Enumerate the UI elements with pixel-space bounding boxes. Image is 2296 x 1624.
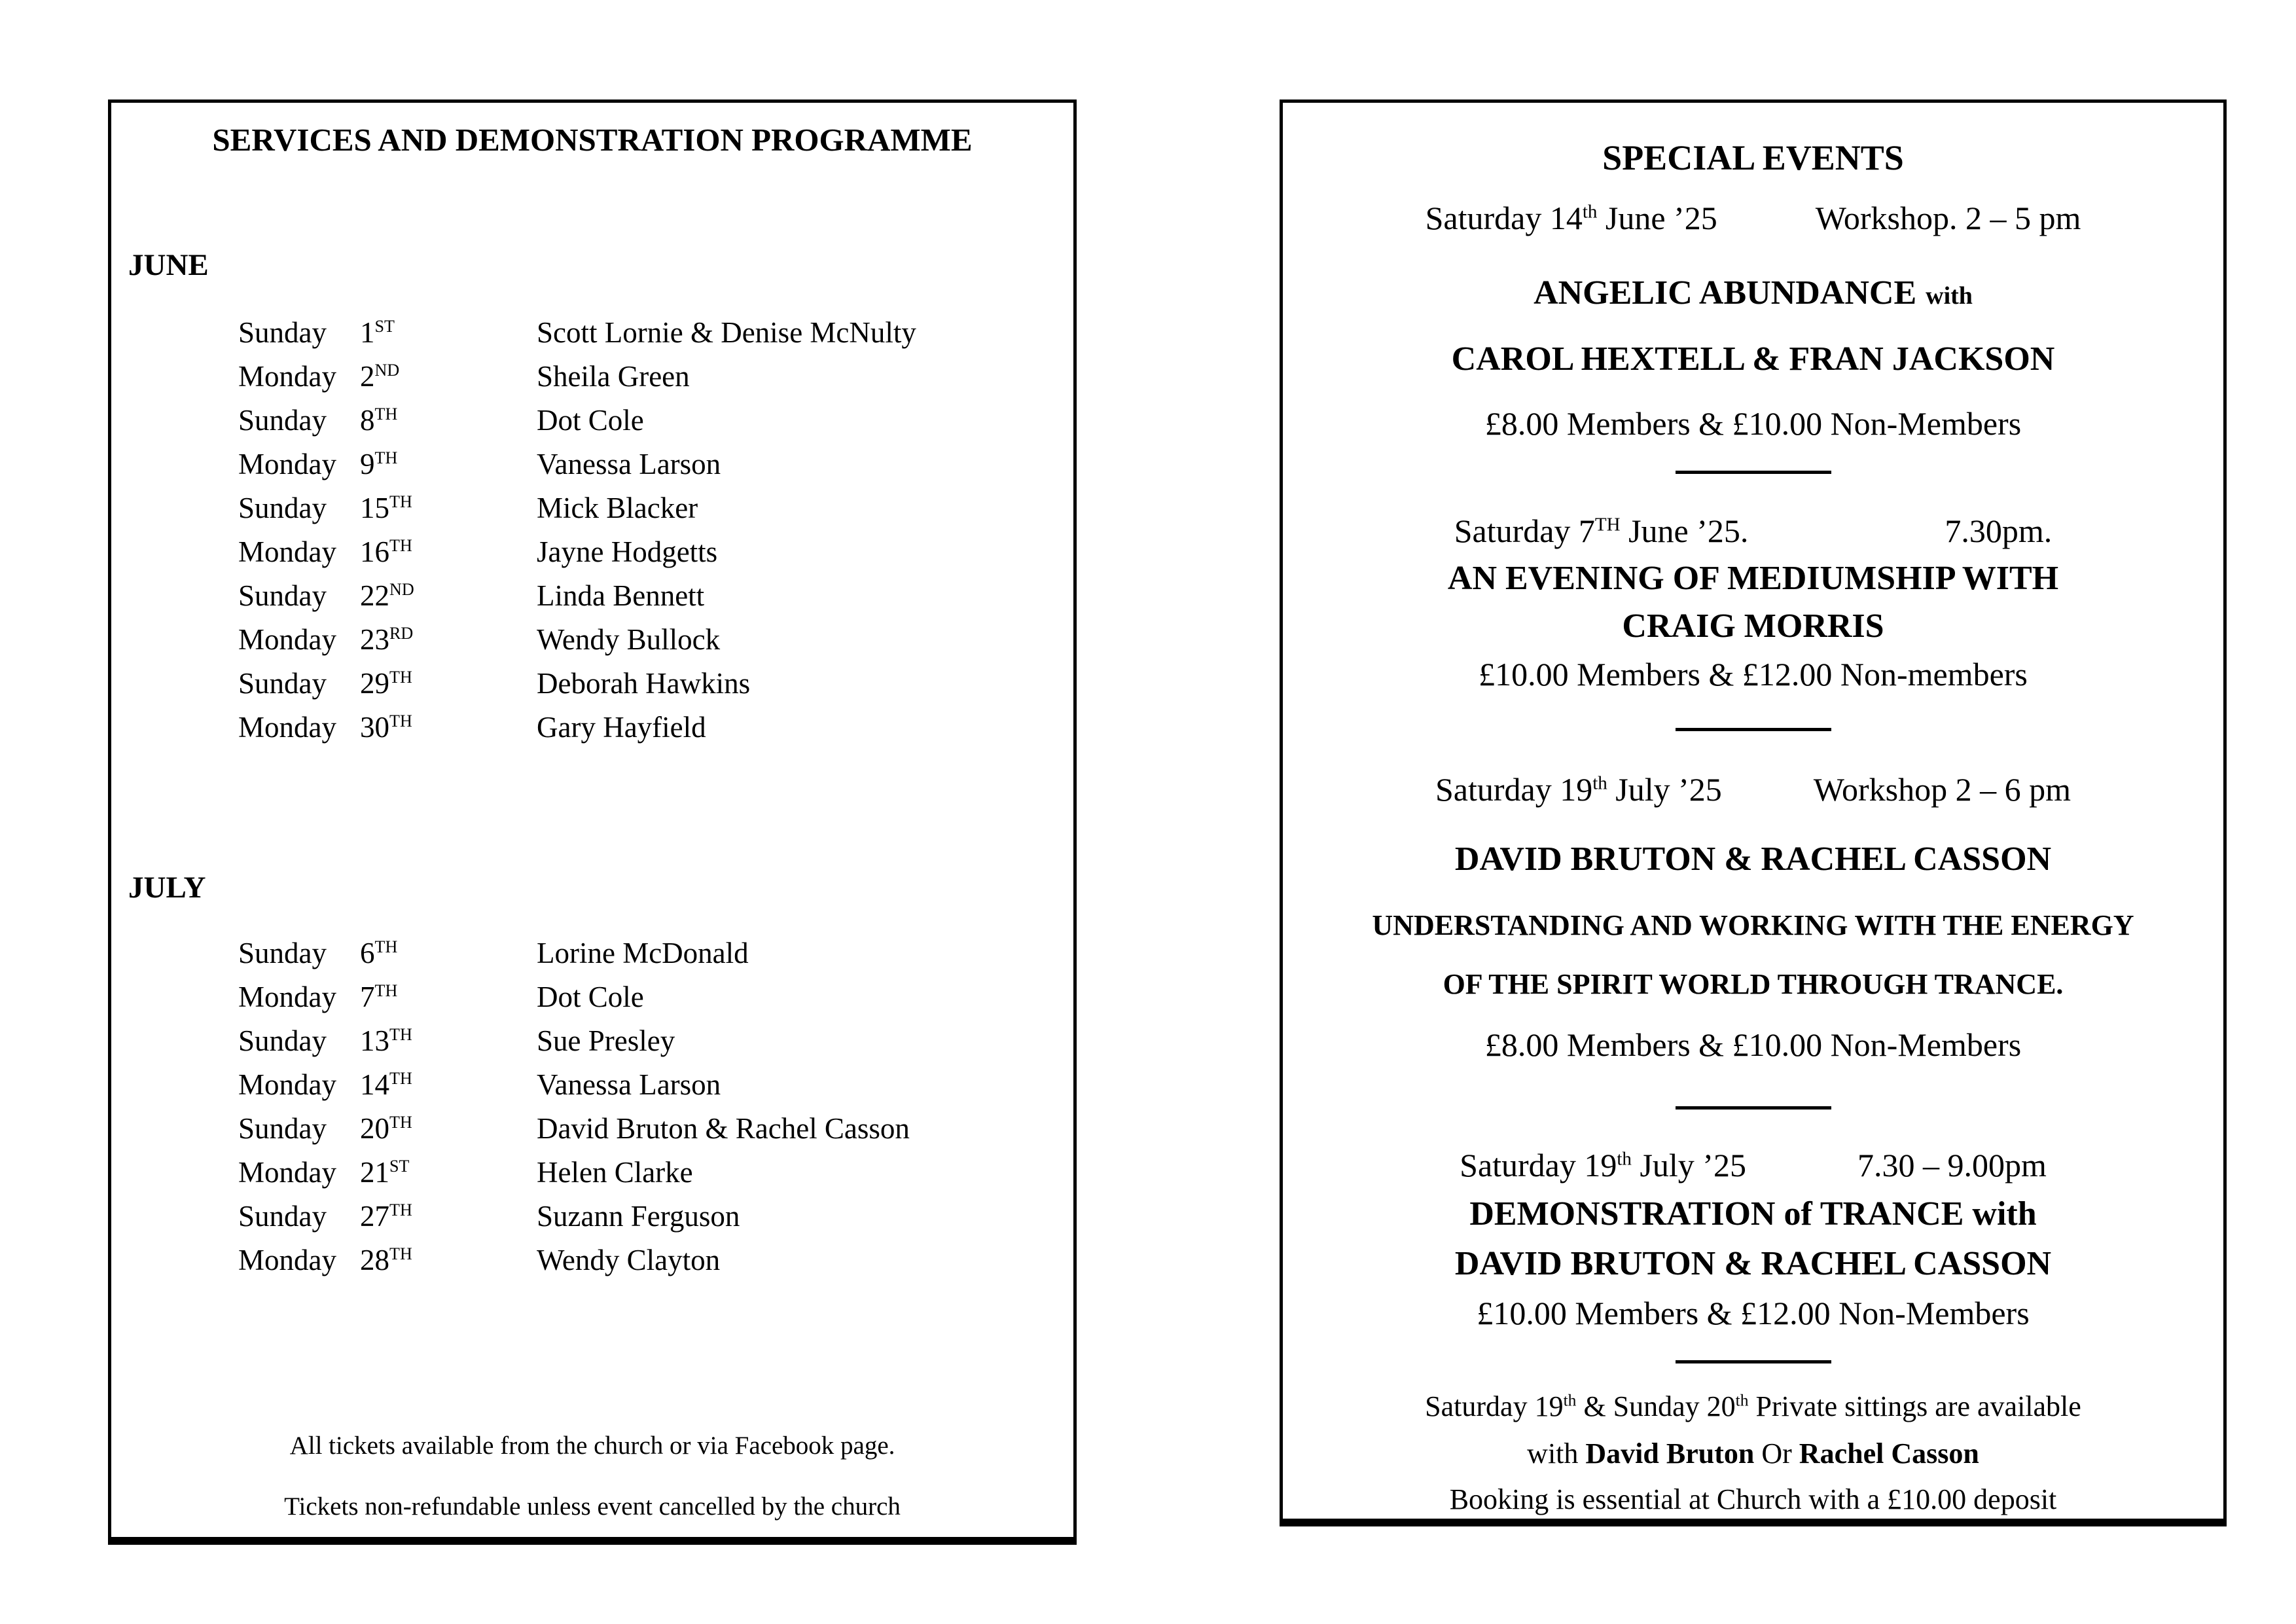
event-date-line (1283, 199, 2223, 238)
row-num: 7 (360, 980, 375, 1013)
row-date (238, 931, 537, 975)
programme-row (111, 706, 1073, 749)
sittings-medium-name: David Bruton (1585, 1437, 1755, 1470)
row-day: Monday (238, 1243, 336, 1276)
row-date (238, 1195, 537, 1238)
row-date (238, 1151, 537, 1195)
private-sittings-dates (1283, 1390, 2223, 1424)
programme-row (111, 975, 1073, 1019)
row-day: Monday (238, 1155, 336, 1189)
event-time: Workshop 2 – 6 pm (1813, 771, 2071, 808)
row-medium-name: Jayne Hodgetts (537, 535, 718, 569)
section-divider (1676, 1106, 1831, 1110)
section-divider (1676, 471, 1831, 474)
programme-row (111, 1107, 1073, 1151)
row-day: Monday (238, 1068, 336, 1101)
programme-title: SERVICES AND DEMONSTRATION PROGRAMME (212, 122, 973, 158)
event-price: £8.00 Members & £10.00 Non-Members (1484, 405, 2022, 442)
row-date (238, 1063, 537, 1107)
tickets-refund-note: Tickets non-refundable unless event cancelled by the church (284, 1492, 901, 1521)
row-ordinal: TH (374, 981, 398, 1000)
row-ordinal: RD (389, 624, 414, 643)
event-price: £8.00 Members & £10.00 Non-Members (1484, 1026, 2022, 1064)
row-ordinal: TH (389, 1068, 412, 1088)
row-day: Monday (238, 980, 336, 1013)
services-programme-panel (108, 99, 1077, 1545)
row-ordinal: TH (389, 1024, 412, 1044)
event-time: 7.30 – 9.00pm (1857, 1147, 2047, 1184)
event-date-text: July ’25 (1631, 1147, 1746, 1184)
row-date (238, 1019, 537, 1063)
sittings-date-ordinal: th (1735, 1390, 1749, 1410)
event-date-text: Saturday 7 (1454, 512, 1595, 549)
programme-row (111, 574, 1073, 618)
row-date (238, 574, 537, 618)
row-day: Monday (238, 448, 336, 481)
event-price: £10.00 Members & £12.00 Non-Members (1477, 1295, 2030, 1332)
programme-row (111, 399, 1073, 442)
row-ordinal: ND (389, 580, 414, 600)
programme-row (111, 662, 1073, 706)
event-title-main: ANGELIC ABUNDANCE (1534, 274, 1917, 312)
event-title: DEMONSTRATION of TRANCE with (1469, 1195, 2037, 1233)
row-num: 15 (360, 492, 389, 525)
row-date (238, 442, 537, 486)
event-date-text: July ’25 (1607, 771, 1722, 808)
row-day: Monday (238, 360, 336, 393)
event-date-text: Saturday 19 (1460, 1147, 1617, 1184)
event-date-text: Saturday 14 (1425, 199, 1583, 236)
private-sittings-mediums (1283, 1437, 2223, 1471)
row-num: 20 (360, 1111, 389, 1145)
row-date (238, 1238, 537, 1282)
june-rows (111, 311, 1073, 749)
row-num: 2 (360, 360, 375, 393)
event-names: DAVID BRUTON & RACHEL CASSON (1454, 840, 2052, 878)
row-date (238, 530, 537, 574)
row-day: Monday (238, 535, 336, 569)
row-date (238, 1107, 537, 1151)
row-day: Sunday (238, 1199, 327, 1233)
row-num: 29 (360, 667, 389, 700)
programme-row (111, 1063, 1073, 1107)
row-ordinal: TH (389, 492, 412, 512)
row-ordinal: ST (374, 317, 395, 336)
row-medium-name: Deborah Hawkins (537, 667, 751, 700)
event-section-trance-demonstration (1283, 1146, 2223, 1333)
row-date (238, 618, 537, 662)
row-num: 23 (360, 623, 389, 657)
event-price: £10.00 Members & £12.00 Non-members (1479, 656, 2028, 693)
programme-row (111, 311, 1073, 355)
row-date (238, 311, 537, 355)
event-date (1460, 1146, 1746, 1185)
event-date-ordinal: th (1592, 772, 1607, 794)
row-ordinal: TH (389, 1200, 412, 1219)
programme-row (111, 530, 1073, 574)
row-num: 16 (360, 535, 389, 569)
row-num: 21 (360, 1155, 389, 1189)
row-day: Sunday (238, 1111, 327, 1145)
row-num: 30 (360, 711, 389, 744)
row-medium-name: Scott Lornie & Denise McNulty (537, 316, 916, 350)
row-medium-name: Suzann Ferguson (537, 1199, 740, 1233)
row-num: 9 (360, 448, 375, 481)
tickets-availability-note: All tickets available from the church or via Facebook page. (289, 1432, 895, 1460)
row-day: Monday (238, 623, 336, 657)
event-date-ordinal: th (1582, 201, 1598, 223)
event-section-angelic-abundance (1283, 199, 2223, 443)
row-medium-name: Vanessa Larson (537, 448, 721, 481)
row-day: Sunday (238, 492, 327, 525)
event-title-with: with (1926, 281, 1973, 310)
row-ordinal: TH (389, 1112, 412, 1132)
row-medium-name: Dot Cole (537, 404, 644, 437)
row-medium-name: Wendy Clayton (537, 1243, 721, 1276)
event-date-line (1283, 1146, 2223, 1185)
event-names: CRAIG MORRIS (1622, 607, 1884, 645)
row-num: 22 (360, 579, 389, 613)
programme-row (111, 442, 1073, 486)
row-day: Sunday (238, 936, 327, 969)
event-date (1426, 199, 1717, 238)
row-num: 28 (360, 1243, 389, 1276)
programme-row (111, 355, 1073, 399)
special-events-panel (1280, 99, 2227, 1526)
row-num: 13 (360, 1024, 389, 1057)
row-day: Sunday (238, 579, 327, 613)
june-heading: JUNE (128, 247, 209, 282)
sittings-date-text: & Sunday 20 (1576, 1390, 1736, 1423)
event-time: Workshop. 2 – 5 pm (1815, 199, 2081, 236)
row-ordinal: TH (374, 405, 398, 424)
row-date (238, 486, 537, 530)
row-medium-name: Sue Presley (537, 1024, 675, 1057)
event-date-ordinal: TH (1594, 513, 1621, 535)
row-ordinal: ND (374, 361, 400, 380)
row-medium-name: Wendy Bullock (537, 623, 721, 657)
row-medium-name: Dot Cole (537, 980, 644, 1013)
row-date (238, 706, 537, 749)
programme-row (111, 1195, 1073, 1238)
row-medium-name: Vanessa Larson (537, 1068, 721, 1101)
row-day: Sunday (238, 404, 327, 437)
special-events-title: SPECIAL EVENTS (1602, 138, 1904, 177)
event-section-trance-workshop (1283, 770, 2223, 1064)
event-date-line (1283, 770, 2223, 809)
programme-row (111, 618, 1073, 662)
row-ordinal: TH (374, 937, 398, 956)
event-section-craig-morris (1283, 512, 2223, 695)
left-panel-footer (111, 1431, 1073, 1521)
row-ordinal: TH (389, 668, 412, 687)
sittings-medium-name: Rachel Casson (1799, 1437, 1979, 1470)
row-day: Sunday (238, 1024, 327, 1057)
sittings-date-text: Saturday 19 (1425, 1390, 1564, 1423)
event-description-line2: OF THE SPIRIT WORLD THROUGH TRANCE. (1443, 967, 2064, 1000)
event-names: DAVID BRUTON & RACHEL CASSON (1454, 1244, 2052, 1282)
row-medium-name: Helen Clarke (537, 1155, 693, 1189)
row-ordinal: TH (389, 536, 412, 556)
row-ordinal: TH (389, 712, 412, 731)
event-title: AN EVENING OF MEDIUMSHIP WITH (1447, 559, 2059, 597)
july-rows (111, 931, 1073, 1282)
event-date-text: Saturday 19 (1435, 771, 1593, 808)
sittings-with-text: with (1527, 1437, 1586, 1470)
july-heading: JULY (128, 871, 206, 905)
row-ordinal: TH (389, 1244, 412, 1263)
private-sittings-section (1283, 1390, 2223, 1517)
row-num: 8 (360, 404, 375, 437)
event-title (1283, 273, 2223, 313)
row-medium-name: David Bruton & Rachel Casson (537, 1111, 910, 1145)
programme-row (111, 1238, 1073, 1282)
row-date (238, 399, 537, 442)
booking-note: Booking is essential at Church with a £10.00 deposit (1449, 1483, 2057, 1515)
row-medium-name: Linda Bennett (537, 579, 705, 613)
row-date (238, 355, 537, 399)
row-medium-name: Mick Blacker (537, 492, 698, 525)
event-time: 7.30pm. (1945, 512, 2053, 549)
row-date (238, 662, 537, 706)
row-day: Sunday (238, 667, 327, 700)
event-description-line1: UNDERSTANDING AND WORKING WITH THE ENERGY (1372, 909, 2134, 941)
row-ordinal: ST (389, 1156, 410, 1176)
row-num: 6 (360, 936, 375, 969)
event-date-text: June ’25 (1597, 199, 1717, 236)
row-date (238, 975, 537, 1019)
section-divider (1676, 728, 1831, 731)
event-date (1435, 770, 1722, 809)
programme-row (111, 1019, 1073, 1063)
event-names: CAROL HEXTELL & FRAN JACKSON (1451, 340, 2055, 378)
row-medium-name: Lorine McDonald (537, 936, 749, 969)
section-divider (1676, 1360, 1831, 1363)
sittings-availability-text: Private sittings are available (1748, 1390, 2081, 1423)
row-ordinal: TH (374, 448, 398, 468)
programme-row (111, 1151, 1073, 1195)
programme-row (111, 931, 1073, 975)
event-date-line (1283, 512, 2223, 550)
row-day: Monday (238, 711, 336, 744)
row-num: 27 (360, 1199, 389, 1233)
row-medium-name: Sheila Green (537, 360, 690, 393)
sittings-date-ordinal: th (1563, 1390, 1577, 1410)
event-date-ordinal: th (1617, 1148, 1632, 1170)
row-day: Sunday (238, 316, 327, 350)
row-medium-name: Gary Hayfield (537, 711, 706, 744)
event-date-text: June ’25. (1620, 512, 1749, 549)
row-num: 1 (360, 316, 375, 350)
row-num: 14 (360, 1068, 389, 1101)
sittings-or-text: Or (1754, 1437, 1799, 1470)
event-date (1454, 512, 1749, 550)
programme-row (111, 486, 1073, 530)
